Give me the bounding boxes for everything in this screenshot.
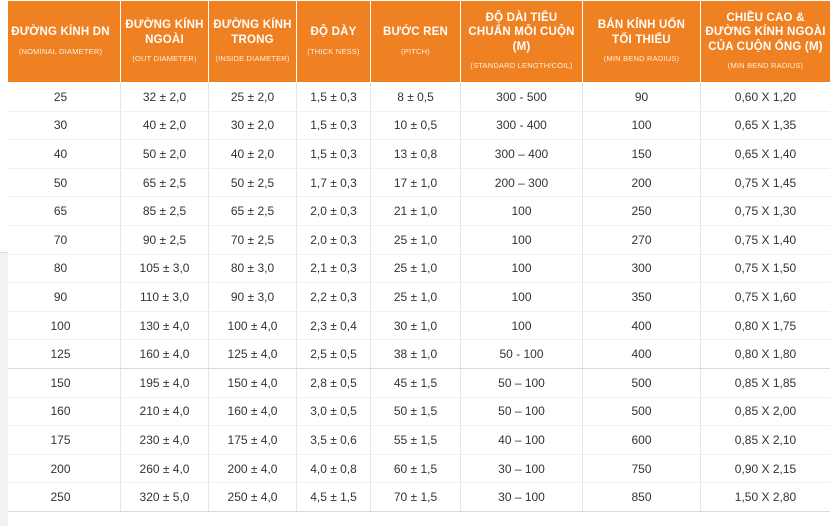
- table-row: [1, 197, 830, 226]
- table-cell: 750: [583, 454, 701, 483]
- table-cell: 175 ± 4,0: [209, 426, 297, 455]
- table-row: [1, 140, 830, 169]
- table-cell: 1,5 ± 0,3: [297, 140, 371, 169]
- column-header-nominal-diameter: [1, 1, 121, 83]
- table-cell: 150 ± 4,0: [209, 368, 297, 397]
- table-cell: 210 ± 4,0: [121, 397, 209, 426]
- table-cell: 65 ± 2,5: [121, 168, 209, 197]
- column-header-coil-height-diameter: [701, 1, 830, 83]
- table-row: [1, 483, 830, 512]
- table-cell: 0,85 X 1,85: [701, 368, 830, 397]
- table-cell: 60 ± 1,5: [371, 454, 461, 483]
- table-row: [1, 111, 830, 140]
- column-header-subtitle: (OUT DIAMETER): [132, 53, 197, 63]
- table-cell: 300 - 500: [461, 83, 583, 112]
- table-cell: 50 ± 2,0: [121, 140, 209, 169]
- table-cell: 3,0 ± 0,5: [297, 397, 371, 426]
- column-header-subtitle: (MIN BEND RADIUS): [727, 61, 804, 71]
- table-cell: 250: [1, 483, 121, 512]
- column-header-title: ĐƯỜNG KÍNH NGOÀI: [125, 19, 204, 46]
- table-header-row: [1, 1, 830, 83]
- table-cell: 1,5 ± 0,3: [297, 111, 371, 140]
- table-cell: 0,75 X 1,60: [701, 283, 830, 312]
- table-cell: 1,50 X 2,80: [701, 483, 830, 512]
- column-header-subtitle: (PITCH): [401, 46, 430, 56]
- table-cell: 2,2 ± 0,3: [297, 283, 371, 312]
- table-cell: 400: [583, 311, 701, 340]
- table-cell: 100: [461, 254, 583, 283]
- table-cell: 50 ± 1,5: [371, 397, 461, 426]
- table-cell: 130 ± 4,0: [121, 311, 209, 340]
- table-cell: 300 - 400: [461, 111, 583, 140]
- table-cell: 25 ± 1,0: [371, 283, 461, 312]
- column-header-thickness: [297, 1, 371, 83]
- table-cell: 2,0 ± 0,3: [297, 225, 371, 254]
- table-cell: 110 ± 3,0: [121, 283, 209, 312]
- table-cell: 80 ± 3,0: [209, 254, 297, 283]
- table-cell: 0,75 X 1,30: [701, 197, 830, 226]
- table-cell: 0,85 X 2,00: [701, 397, 830, 426]
- table-header: [1, 1, 830, 83]
- table-cell: 270: [583, 225, 701, 254]
- table-cell: 100: [461, 311, 583, 340]
- table-cell: 350: [583, 283, 701, 312]
- table-row: [1, 254, 830, 283]
- table-cell: 45 ± 1,5: [371, 368, 461, 397]
- table-cell: 70 ± 2,5: [209, 225, 297, 254]
- table-cell: 0,85 X 2,10: [701, 426, 830, 455]
- table-cell: 125 ± 4,0: [209, 340, 297, 369]
- table-row: [1, 225, 830, 254]
- table-cell: 200: [583, 168, 701, 197]
- table-cell: 25 ± 1,0: [371, 225, 461, 254]
- column-header-title: BƯỚC REN: [382, 26, 449, 39]
- table-cell: 200 – 300: [461, 168, 583, 197]
- table-cell: 260 ± 4,0: [121, 454, 209, 483]
- table-cell: 4,5 ± 1,5: [297, 483, 371, 512]
- table-cell: 0,90 X 2,15: [701, 454, 830, 483]
- table-cell: 3,5 ± 0,6: [297, 426, 371, 455]
- table-cell: 500: [583, 397, 701, 426]
- table-cell: 0,60 X 1,20: [701, 83, 830, 112]
- table-cell: 300: [583, 254, 701, 283]
- table-cell: 21 ± 1,0: [371, 197, 461, 226]
- table-cell: 1,7 ± 0,3: [297, 168, 371, 197]
- table-cell: 320 ± 5,0: [121, 483, 209, 512]
- table-cell: 100 ± 4,0: [209, 311, 297, 340]
- table-cell: 90 ± 3,0: [209, 283, 297, 312]
- column-header-subtitle: (MIN BEND RADIUS): [603, 53, 680, 63]
- table-cell: 195 ± 4,0: [121, 368, 209, 397]
- table-cell: 50 ± 2,5: [209, 168, 297, 197]
- table-cell: 2,5 ± 0,5: [297, 340, 371, 369]
- table-cell: 30 ± 2,0: [209, 111, 297, 140]
- table-row: [1, 454, 830, 483]
- column-header-title: ĐƯỜNG KÍNH TRONG: [213, 19, 292, 46]
- column-header-subtitle: (THICK NESS): [307, 46, 360, 56]
- table-cell: 125: [1, 340, 121, 369]
- table-cell: 2,1 ± 0,3: [297, 254, 371, 283]
- table-cell: 230 ± 4,0: [121, 426, 209, 455]
- table-cell: 100: [461, 225, 583, 254]
- column-header-subtitle: (STANDARD LENGTH/COIL): [470, 61, 573, 71]
- table-cell: 150: [583, 140, 701, 169]
- table-cell: 25 ± 2,0: [209, 83, 297, 112]
- table-cell: 90: [583, 83, 701, 112]
- table-cell: 2,3 ± 0,4: [297, 311, 371, 340]
- table-cell: 10 ± 0,5: [371, 111, 461, 140]
- table-cell: 4,0 ± 0,8: [297, 454, 371, 483]
- table-cell: 50: [1, 168, 121, 197]
- column-header-title: BÁN KÍNH UỐN TỐI THIỂU: [597, 19, 686, 46]
- table-cell: 0,75 X 1,40: [701, 225, 830, 254]
- table-cell: 200: [1, 454, 121, 483]
- table-cell: 30 – 100: [461, 454, 583, 483]
- table-cell: 25 ± 1,0: [371, 254, 461, 283]
- table-cell: 175: [1, 426, 121, 455]
- table-cell: 0,75 X 1,50: [701, 254, 830, 283]
- table-row: [1, 368, 830, 397]
- table-cell: 0,80 X 1,75: [701, 311, 830, 340]
- table-cell: 13 ± 0,8: [371, 140, 461, 169]
- table-cell: 70 ± 1,5: [371, 483, 461, 512]
- table-cell: 0,65 X 1,35: [701, 111, 830, 140]
- table-cell: 250 ± 4,0: [209, 483, 297, 512]
- column-header-inside-diameter: [209, 1, 297, 83]
- table-cell: 30 – 100: [461, 483, 583, 512]
- table-cell: 32 ± 2,0: [121, 83, 209, 112]
- column-header-out-diameter: [121, 1, 209, 83]
- table-cell: 100: [583, 111, 701, 140]
- table-row: [1, 311, 830, 340]
- table-cell: 100: [461, 197, 583, 226]
- table-cell: 2,8 ± 0,5: [297, 368, 371, 397]
- table-cell: 100: [461, 283, 583, 312]
- column-header-subtitle: (INSIDE DIAMETER): [215, 53, 290, 63]
- table-cell: 850: [583, 483, 701, 512]
- table-cell: 65: [1, 197, 121, 226]
- table-cell: 8 ± 0,5: [371, 83, 461, 112]
- table-cell: 70: [1, 225, 121, 254]
- table-cell: 0,80 X 1,80: [701, 340, 830, 369]
- column-header-min-bend-radius: [583, 1, 701, 83]
- table-cell: 25: [1, 83, 121, 112]
- table-cell: 65 ± 2,5: [209, 197, 297, 226]
- column-header-pitch: [371, 1, 461, 83]
- table-cell: 400: [583, 340, 701, 369]
- table-cell: 40 ± 2,0: [209, 140, 297, 169]
- table-cell: 200 ± 4,0: [209, 454, 297, 483]
- table-cell: 40 – 100: [461, 426, 583, 455]
- left-edge-strip-bottom: [0, 252, 8, 526]
- table-cell: 90: [1, 283, 121, 312]
- table-row: [1, 168, 830, 197]
- table-cell: 600: [583, 426, 701, 455]
- table-cell: 150: [1, 368, 121, 397]
- table-cell: 300 – 400: [461, 140, 583, 169]
- table-row: [1, 340, 830, 369]
- column-header-title: ĐỘ DÀI TIÊU CHUẨN MỖI CUỘN (M): [468, 11, 575, 53]
- table-cell: 85 ± 2,5: [121, 197, 209, 226]
- table-cell: 40: [1, 140, 121, 169]
- table-cell: 55 ± 1,5: [371, 426, 461, 455]
- table-cell: 0,75 X 1,45: [701, 168, 830, 197]
- column-header-standard-length: [461, 1, 583, 83]
- table-row: [1, 283, 830, 312]
- column-header-title: ĐỘ DÀY: [310, 26, 357, 39]
- table-row: [1, 83, 830, 112]
- column-header-subtitle: (NOMINAL DIAMETER): [18, 46, 103, 56]
- table-cell: 50 – 100: [461, 397, 583, 426]
- table-cell: 250: [583, 197, 701, 226]
- table-cell: 50 - 100: [461, 340, 583, 369]
- left-edge-strip-top: [0, 0, 8, 252]
- column-header-title: ĐƯỜNG KÍNH DN: [11, 26, 110, 39]
- table-row: [1, 426, 830, 455]
- table-cell: 90 ± 2,5: [121, 225, 209, 254]
- table-row: [1, 397, 830, 426]
- table-cell: 160 ± 4,0: [209, 397, 297, 426]
- table-cell: 100: [1, 311, 121, 340]
- table-cell: 500: [583, 368, 701, 397]
- table-cell: 17 ± 1,0: [371, 168, 461, 197]
- table-cell: 50 – 100: [461, 368, 583, 397]
- table-cell: 30 ± 1,0: [371, 311, 461, 340]
- column-header-title: CHIỀU CAO & ĐƯỜNG KÍNH NGOÀI CỦA CUỘN ỐNG (M): [705, 11, 826, 53]
- table-cell: 30: [1, 111, 121, 140]
- table-cell: 2,0 ± 0,3: [297, 197, 371, 226]
- table-body: [1, 83, 830, 512]
- table-cell: 160 ± 4,0: [121, 340, 209, 369]
- table-cell: 0,65 X 1,40: [701, 140, 830, 169]
- table-cell: 80: [1, 254, 121, 283]
- table-cell: 1,5 ± 0,3: [297, 83, 371, 112]
- table-cell: 160: [1, 397, 121, 426]
- table-cell: 38 ± 1,0: [371, 340, 461, 369]
- table-cell: 105 ± 3,0: [121, 254, 209, 283]
- table-cell: 40 ± 2,0: [121, 111, 209, 140]
